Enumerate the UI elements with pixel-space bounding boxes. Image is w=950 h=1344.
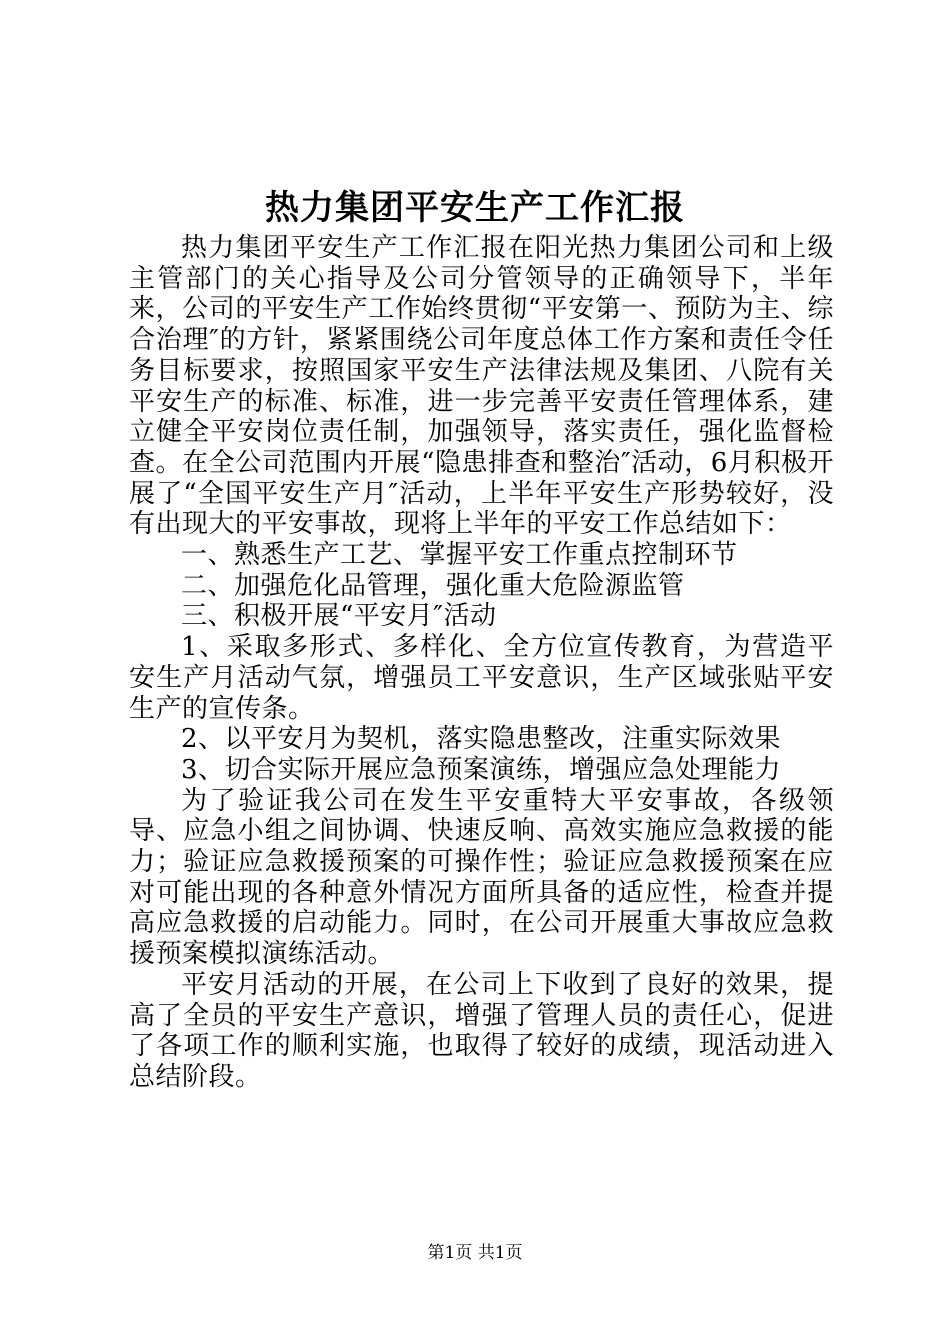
- paragraph-intro: 热力集团平安生产工作汇报在阳光热力集团公司和上级主管部门的关心指导及公司分管领导的正确领导下，半年来，公司的平安生产工作始终贯彻“平安第一、预防为主、综合治理″的方针，紧紧围绕公司年度总体工作方案和责任令任务目标要求，按照国家平安生产法律法规及集团、八院有关平安生产的标准、标准，进一步完善平安责任管理体系，建立健全平安岗位责任制，加强领导，落实责任，强化监督检查。在全公司范围内开展“隐患排查和整治″活动，6月积极开展了“全国平安生产月″活动，上半年平安生产形势较好，没有出现大的平安事故，现将上半年的平安工作总结如下：: [129, 233, 834, 540]
- document-title: 热力集团平安生产工作汇报: [265, 188, 685, 228]
- paragraph-section-2: 二、加强危化品管理，强化重大危险源监管: [181, 570, 685, 601]
- page-footer: 第1页 共1页: [427, 1243, 523, 1263]
- document-body: [129, 233, 834, 1093]
- paragraph-item-3: 3、切合实际开展应急预案演练，增强应急处理能力: [181, 754, 782, 785]
- paragraph-item-1: 1、采取多形式、多样化、全方位宣传教育，为营造平安生产月活动气氛，增强员工平安意识，生产区域张贴平安生产的宣传条。: [129, 632, 834, 724]
- paragraph-conclusion: 平安月活动的开展，在公司上下收到了良好的效果，提高了全员的平安生产意识，增强了管理人员的责任心，促进了各项工作的顺利实施，也取得了较好的成绩，现活动进入总结阶段。: [129, 969, 834, 1092]
- paragraph-drill: 为了验证我公司在发生平安重特大平安事故，各级领导、应急小组之间协调、快速反响、高效实施应急救援的能力；验证应急救援预案的可操作性；验证应急救援预案在应对可能出现的各种意外情况方面所具备的适应性，检查并提高应急救援的启动能力。同时，在公司开展重大事故应急救援预案模拟演练活动。: [129, 785, 834, 970]
- paragraph-item-2: 2、以平安月为契机，落实隐患整改，注重实际效果: [181, 724, 782, 755]
- paragraph-section-3: 三、积极开展“平安月″活动: [181, 601, 497, 632]
- paragraph-section-1: 一、熟悉生产工艺、掌握平安工作重点控制环节: [181, 540, 738, 571]
